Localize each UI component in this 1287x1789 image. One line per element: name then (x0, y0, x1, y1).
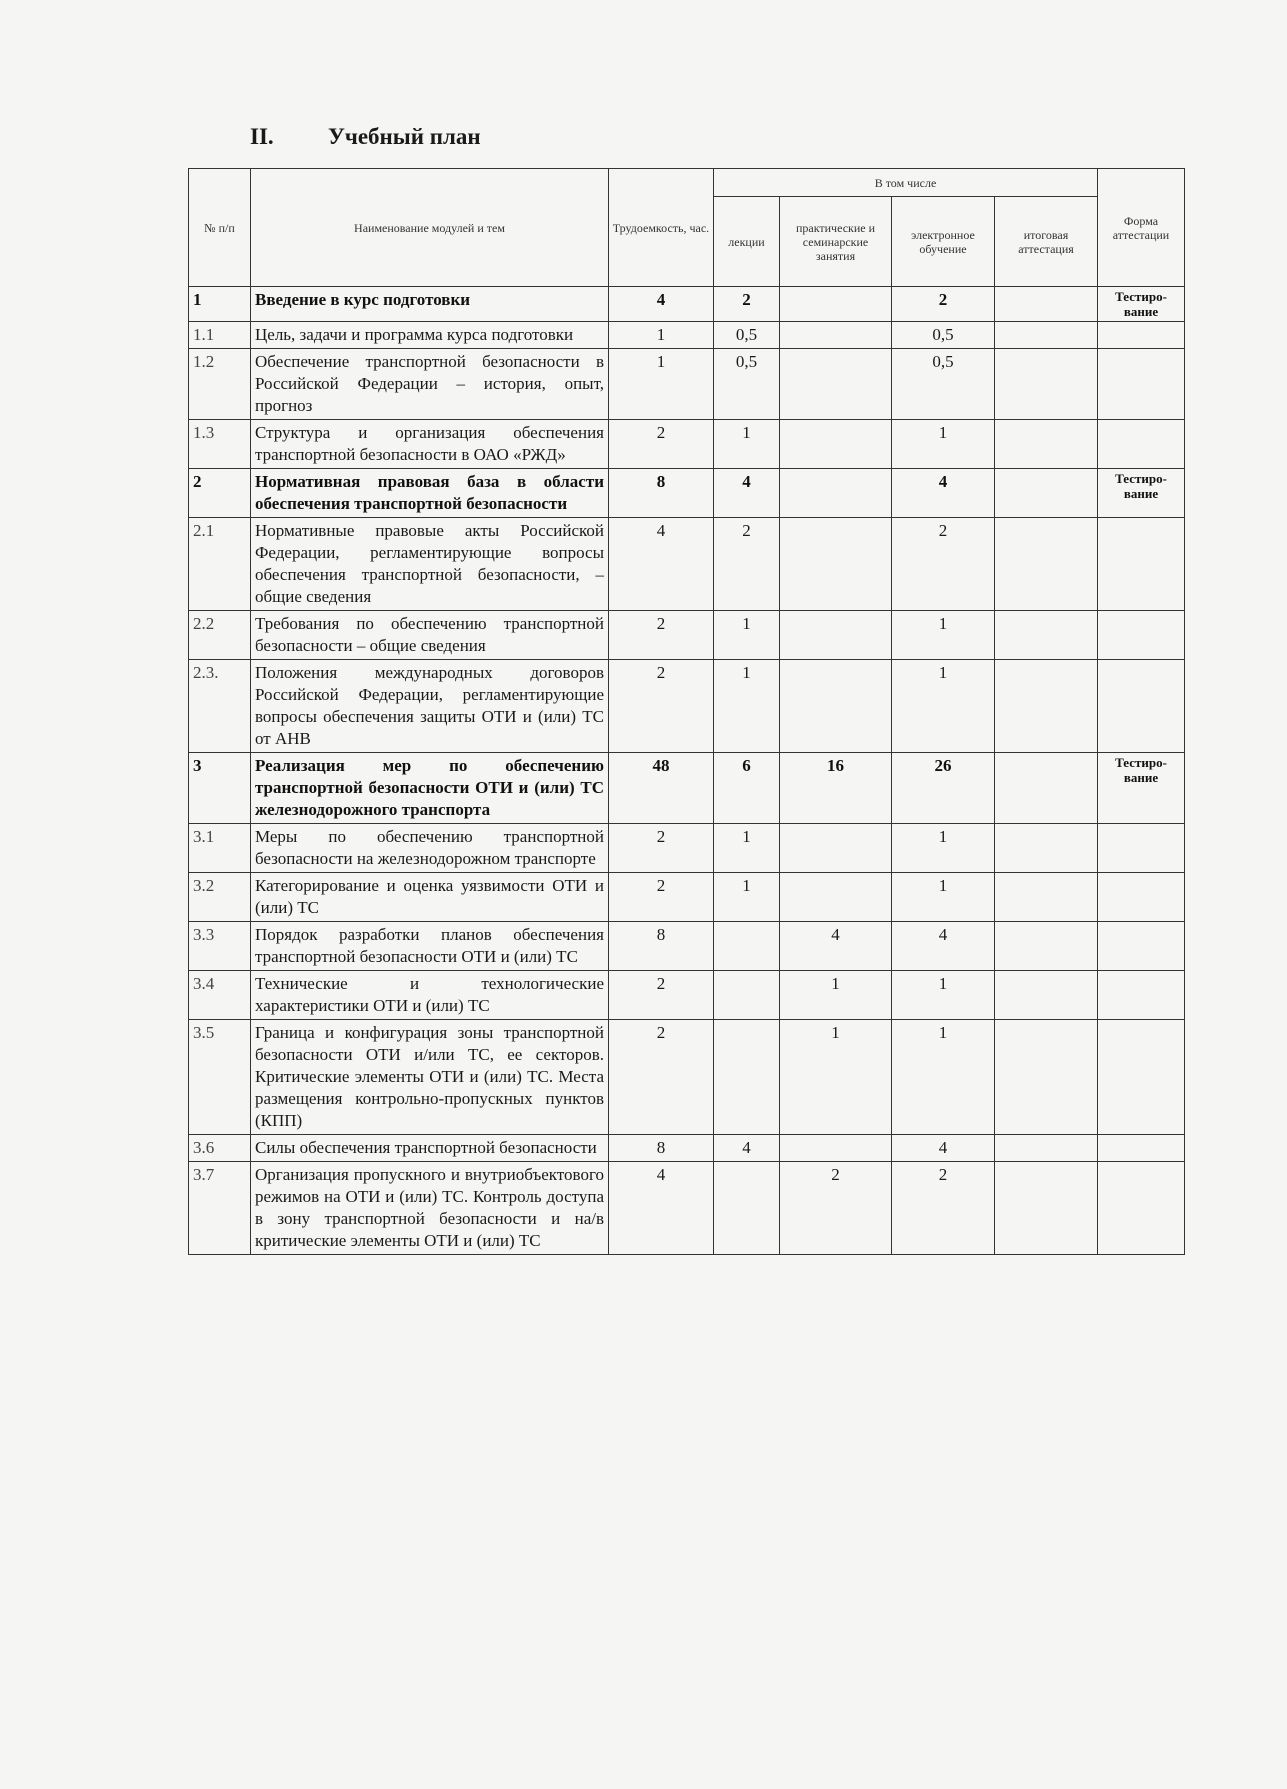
row-form (1098, 349, 1185, 420)
row-hours: 1 (609, 349, 714, 420)
row-number: 2.2 (189, 611, 251, 660)
row-lectures: 1 (714, 824, 780, 873)
row-final (995, 922, 1098, 971)
row-title: Структура и организация обеспечения транспортной безопасности в ОАО «РЖД» (251, 420, 609, 469)
row-hours: 2 (609, 420, 714, 469)
row-lectures: 1 (714, 660, 780, 753)
row-lectures (714, 971, 780, 1020)
row-practice (780, 518, 892, 611)
row-lectures: 2 (714, 287, 780, 322)
row-elearning: 2 (892, 518, 995, 611)
row-practice (780, 873, 892, 922)
row-number: 1.3 (189, 420, 251, 469)
row-lectures: 4 (714, 469, 780, 518)
row-elearning: 1 (892, 660, 995, 753)
row-elearning: 0,5 (892, 349, 995, 420)
row-elearning: 1 (892, 1020, 995, 1135)
row-form: Тестиро-вание (1098, 469, 1185, 518)
row-number: 3.2 (189, 873, 251, 922)
row-elearning: 1 (892, 611, 995, 660)
row-lectures: 6 (714, 753, 780, 824)
row-title: Нормативные правовые акты Российской Федерации, регламентирующие вопросы обеспечения транспортной безопасности, – общие сведения (251, 518, 609, 611)
table-row (189, 1020, 1185, 1135)
row-form: Тестиро-вание (1098, 287, 1185, 322)
row-elearning: 1 (892, 824, 995, 873)
row-title: Порядок разработки планов обеспечения транспортной безопасности ОТИ и (или) ТС (251, 922, 609, 971)
table-row (189, 873, 1185, 922)
row-hours: 4 (609, 518, 714, 611)
row-title: Силы обеспечения транспортной безопасности (251, 1135, 609, 1162)
header-form: Форма аттестации (1098, 169, 1185, 287)
row-lectures (714, 922, 780, 971)
row-final (995, 824, 1098, 873)
row-title: Обеспечение транспортной безопасности в Российской Федерации – история, опыт, прогноз (251, 349, 609, 420)
row-form (1098, 873, 1185, 922)
row-hours: 2 (609, 873, 714, 922)
row-number: 3 (189, 753, 251, 824)
module-row (189, 287, 1185, 322)
row-final (995, 420, 1098, 469)
row-final (995, 322, 1098, 349)
row-practice (780, 611, 892, 660)
row-lectures: 1 (714, 611, 780, 660)
row-lectures (714, 1020, 780, 1135)
row-hours: 2 (609, 660, 714, 753)
row-form: Тестиро-вание (1098, 753, 1185, 824)
row-elearning: 4 (892, 922, 995, 971)
row-form (1098, 1162, 1185, 1255)
row-final (995, 349, 1098, 420)
row-final (995, 518, 1098, 611)
row-title: Положения международных договоров Российской Федерации, регламентирующие вопросы обеспечения защиты ОТИ и (или) ТС от АНВ (251, 660, 609, 753)
table-body (189, 287, 1185, 1255)
curriculum-table (188, 168, 1185, 1255)
header-elearning: электронное обучение (892, 197, 995, 287)
row-form (1098, 971, 1185, 1020)
row-lectures: 0,5 (714, 322, 780, 349)
section-heading (250, 124, 481, 150)
header-practice: практические и семинарские занятия (780, 197, 892, 287)
row-form (1098, 1135, 1185, 1162)
row-final (995, 469, 1098, 518)
row-form (1098, 518, 1185, 611)
row-practice: 4 (780, 922, 892, 971)
row-title: Цель, задачи и программа курса подготовки (251, 322, 609, 349)
module-row (189, 753, 1185, 824)
row-hours: 8 (609, 922, 714, 971)
row-hours: 8 (609, 1135, 714, 1162)
row-elearning: 2 (892, 287, 995, 322)
row-elearning: 1 (892, 873, 995, 922)
header-hours: Трудоемкость, час. (609, 169, 714, 287)
header-lectures: лекции (714, 197, 780, 287)
row-number: 3.3 (189, 922, 251, 971)
table-header (189, 169, 1185, 287)
table-row (189, 611, 1185, 660)
row-elearning: 2 (892, 1162, 995, 1255)
row-practice (780, 660, 892, 753)
row-form (1098, 1020, 1185, 1135)
row-practice (780, 824, 892, 873)
table-row (189, 922, 1185, 971)
row-title: Нормативная правовая база в области обеспечения транспортной безопасности (251, 469, 609, 518)
row-number: 3.6 (189, 1135, 251, 1162)
row-final (995, 287, 1098, 322)
table-row (189, 1135, 1185, 1162)
row-final (995, 971, 1098, 1020)
row-final (995, 611, 1098, 660)
row-final (995, 660, 1098, 753)
row-title: Технические и технологические характеристики ОТИ и (или) ТС (251, 971, 609, 1020)
row-form (1098, 824, 1185, 873)
row-hours: 2 (609, 971, 714, 1020)
row-elearning: 4 (892, 1135, 995, 1162)
row-number: 2.3. (189, 660, 251, 753)
row-elearning: 26 (892, 753, 995, 824)
row-number: 1.2 (189, 349, 251, 420)
row-form (1098, 660, 1185, 753)
row-practice: 1 (780, 971, 892, 1020)
row-lectures: 0,5 (714, 349, 780, 420)
table-row (189, 518, 1185, 611)
row-hours: 8 (609, 469, 714, 518)
row-lectures: 1 (714, 420, 780, 469)
row-number: 3.1 (189, 824, 251, 873)
row-number: 2 (189, 469, 251, 518)
table-row (189, 349, 1185, 420)
row-number: 1 (189, 287, 251, 322)
row-lectures (714, 1162, 780, 1255)
row-practice (780, 349, 892, 420)
header-name: Наименование модулей и тем (251, 169, 609, 287)
row-elearning: 0,5 (892, 322, 995, 349)
row-practice (780, 469, 892, 518)
row-hours: 1 (609, 322, 714, 349)
row-number: 3.5 (189, 1020, 251, 1135)
row-title: Меры по обеспечению транспортной безопасности на железнодорожном транспорте (251, 824, 609, 873)
row-title: Граница и конфигурация зоны транспортной безопасности ОТИ и/или ТС, ее секторов. Критические элементы ОТИ и (или) ТС. Места размещения контрольно-пропускных пунктов (КПП) (251, 1020, 609, 1135)
row-elearning: 1 (892, 420, 995, 469)
row-lectures: 1 (714, 873, 780, 922)
table-row (189, 971, 1185, 1020)
row-elearning: 4 (892, 469, 995, 518)
row-form (1098, 322, 1185, 349)
row-elearning: 1 (892, 971, 995, 1020)
row-number: 2.1 (189, 518, 251, 611)
row-form (1098, 922, 1185, 971)
row-title: Требования по обеспечению транспортной безопасности – общие сведения (251, 611, 609, 660)
row-hours: 2 (609, 611, 714, 660)
row-hours: 4 (609, 1162, 714, 1255)
row-final (995, 1162, 1098, 1255)
row-hours: 48 (609, 753, 714, 824)
row-practice: 2 (780, 1162, 892, 1255)
table-row (189, 420, 1185, 469)
row-final (995, 873, 1098, 922)
table-row (189, 322, 1185, 349)
module-row (189, 469, 1185, 518)
row-form (1098, 420, 1185, 469)
row-practice: 1 (780, 1020, 892, 1135)
table-row (189, 1162, 1185, 1255)
row-practice (780, 287, 892, 322)
row-practice: 16 (780, 753, 892, 824)
row-title: Реализация мер по обеспечению транспортной безопасности ОТИ и (или) ТС железнодорожного транспорта (251, 753, 609, 824)
row-hours: 2 (609, 824, 714, 873)
row-final (995, 1135, 1098, 1162)
section-number: II. (250, 124, 274, 149)
table-row (189, 660, 1185, 753)
section-title: Учебный план (328, 124, 481, 149)
row-lectures: 2 (714, 518, 780, 611)
row-title: Организация пропускного и внутриобъектового режимов на ОТИ и (или) ТС. Контроль доступа в зону транспортной безопасности и на/в критические элементы ОТИ и (или) ТС (251, 1162, 609, 1255)
row-practice (780, 1135, 892, 1162)
row-title: Категорирование и оценка уязвимости ОТИ и (или) ТС (251, 873, 609, 922)
header-num: № п/п (189, 169, 251, 287)
row-final (995, 753, 1098, 824)
row-lectures: 4 (714, 1135, 780, 1162)
row-form (1098, 611, 1185, 660)
row-number: 3.7 (189, 1162, 251, 1255)
row-practice (780, 322, 892, 349)
row-number: 1.1 (189, 322, 251, 349)
row-final (995, 1020, 1098, 1135)
header-group: В том числе (714, 169, 1098, 197)
table-row (189, 824, 1185, 873)
row-title: Введение в курс подготовки (251, 287, 609, 322)
row-hours: 2 (609, 1020, 714, 1135)
row-number: 3.4 (189, 971, 251, 1020)
header-final: итоговая аттестация (995, 197, 1098, 287)
row-practice (780, 420, 892, 469)
row-hours: 4 (609, 287, 714, 322)
